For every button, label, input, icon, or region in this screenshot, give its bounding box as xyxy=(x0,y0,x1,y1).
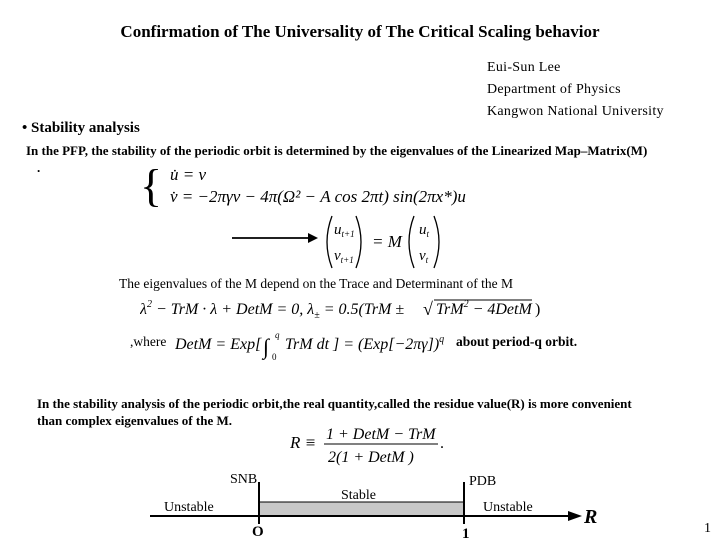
author-department: Department of Physics xyxy=(487,82,621,97)
svg-text:TrM2 − 4DetM: TrM$^2$ − 4DetM xyxy=(436,299,532,318)
author-university: Kangwon National University xyxy=(487,104,664,119)
svg-text:DetM = Exp[: DetM = Exp[ xyxy=(175,336,262,353)
svg-text:u̇ = v: u̇ = v xyxy=(170,165,207,184)
eigen-sentence: The eigenvalues of the M depend on the Trace and Determinant of the M xyxy=(119,276,514,291)
svg-text:√: √ xyxy=(423,299,433,319)
page-number: 1 xyxy=(704,521,711,536)
svg-text:∫: ∫ xyxy=(263,334,270,359)
axis-arrowhead xyxy=(568,511,582,521)
determinant-equation xyxy=(175,330,465,364)
svg-text:R ≡: R ≡ xyxy=(290,433,317,452)
snb-label: SNB xyxy=(230,472,258,487)
unstable-right-label: Unstable xyxy=(483,500,533,515)
svg-text:1 + DetM − TrM: 1 + DetM − TrM xyxy=(326,426,436,443)
svg-text:): ) xyxy=(535,301,541,318)
pfp-sentence: In the PFP, the stability of the periodic orbit is determined by the eigenvalues of the Linearized Map–Matrix(M) xyxy=(26,143,648,158)
svg-text:0: 0 xyxy=(272,352,277,362)
unstable-left-label: Unstable xyxy=(164,500,214,515)
svg-text:vt+1: $v_{t+1}$ xyxy=(334,248,354,265)
svg-text:vt: $v_t$ xyxy=(419,248,429,265)
section-heading: • Stability analysis xyxy=(22,120,140,136)
where-label: ,where xyxy=(130,334,167,349)
characteristic-equation xyxy=(140,295,560,323)
stable-label: Stable xyxy=(341,488,376,503)
residue-sentence-1: In the stability analysis of the periodic orbit,the real quantity,called the residue value(R) is more convenient xyxy=(37,396,632,411)
svg-text:λ2 − TrM · λ + DetM = 0, λ±: $\lambda^2$ − TrM · λ + DetM = 0, $\lambda_\pm = 0.5(TrM$ ± xyxy=(140,299,405,321)
svg-text:v̇ = −2πγν − 4π(Ω² − A cos 2πt: v̇ = −2πγν − 4π(Ω² − A cos 2πt) sin(2πx*)u xyxy=(170,187,466,206)
residue-equation xyxy=(290,420,460,468)
stray-dot: . xyxy=(37,160,41,175)
author-name: Eui-Sun Lee xyxy=(487,60,561,75)
tick-zero-label: O xyxy=(252,524,264,540)
residue-sentence-2: than complex eigenvalues of the M. xyxy=(37,413,232,428)
svg-text:.: . xyxy=(440,435,444,452)
author-block xyxy=(487,57,664,123)
implies-arrow xyxy=(230,228,320,248)
about-label: about period-q orbit. xyxy=(456,334,578,349)
slide-title: Confirmation of The Universality of The Critical Scaling behavior xyxy=(120,22,600,41)
pdb-label: PDB xyxy=(469,474,497,489)
svg-text:2(1 + DetM ): 2(1 + DetM ) xyxy=(328,449,414,466)
tick-one-label: 1 xyxy=(462,526,470,540)
svg-text:ut+1: $u_{t+1}$ xyxy=(334,222,355,239)
axis-label-r: R xyxy=(584,506,598,528)
svg-text:{: { xyxy=(140,160,163,210)
matrix-equation xyxy=(320,212,450,272)
svg-text:q: q xyxy=(275,330,280,340)
svg-text:ut: $u_t$ xyxy=(419,222,430,239)
equation-ode-system xyxy=(140,160,540,210)
svg-text:= M: = M xyxy=(372,232,402,251)
stable-region xyxy=(259,502,464,516)
svg-text:TrM dt ] = (Exp[−2πγ])q: TrM dt ] = $(Exp[-2\pi\gamma])^q$ xyxy=(285,334,445,353)
stability-diagram xyxy=(150,466,710,540)
